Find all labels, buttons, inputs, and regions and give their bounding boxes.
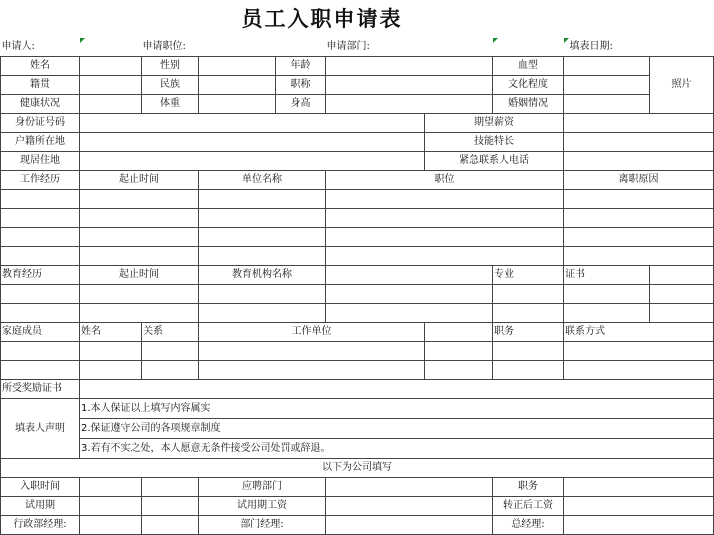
edu-cell[interactable] [650, 304, 714, 323]
education-label: 教育经历 [1, 266, 80, 285]
hire-dept-value[interactable] [326, 478, 493, 497]
work-cell[interactable] [326, 190, 564, 209]
edu-cell[interactable] [493, 285, 564, 304]
height-value[interactable] [326, 95, 493, 114]
name-value[interactable] [80, 57, 142, 76]
edu-cell[interactable] [564, 285, 650, 304]
duty-label: 职务 [493, 478, 564, 497]
hire-dept-label: 应聘部门 [199, 478, 326, 497]
regular-salary-value[interactable] [564, 497, 714, 516]
health-value[interactable] [80, 95, 142, 114]
family-row [1, 361, 714, 380]
dept-manager-value[interactable] [326, 516, 493, 535]
weight-value[interactable] [199, 95, 276, 114]
family-name-header: 姓名 [80, 323, 142, 342]
family-cell[interactable] [564, 361, 714, 380]
age-value[interactable] [326, 57, 493, 76]
education-level-label: 文化程度 [493, 76, 564, 95]
household-value[interactable] [80, 133, 425, 152]
edu-cell[interactable] [80, 304, 199, 323]
work-cell[interactable] [1, 247, 80, 266]
probation-value[interactable] [80, 497, 142, 516]
work-company-header: 单位名称 [199, 171, 326, 190]
family-relation-header: 关系 [142, 323, 199, 342]
work-cell[interactable] [564, 209, 714, 228]
origin-label: 籍贯 [1, 76, 80, 95]
hire-date-label: 入职时间 [1, 478, 80, 497]
edu-major-header: 专业 [493, 266, 564, 285]
work-cell[interactable] [199, 209, 326, 228]
family-cell[interactable] [425, 342, 493, 361]
edu-cell[interactable] [564, 304, 650, 323]
work-position-header: 职位 [326, 171, 564, 190]
age-label: 年龄 [276, 57, 326, 76]
work-cell[interactable] [199, 228, 326, 247]
work-cell[interactable] [1, 209, 80, 228]
education-row [1, 285, 714, 304]
edu-cell[interactable] [1, 285, 80, 304]
hire-date-extra[interactable] [142, 478, 199, 497]
probation-salary-value[interactable] [326, 497, 493, 516]
work-cell[interactable] [564, 190, 714, 209]
declaration-line-1: 1.本人保证以上填写内容属实 [80, 399, 714, 419]
family-row [1, 342, 714, 361]
weight-label: 体重 [142, 95, 199, 114]
edu-extra-header [650, 266, 714, 285]
expected-salary-label: 期望薪资 [425, 114, 564, 133]
declaration-line-2: 2.保证遵守公司的各项规章制度 [80, 419, 714, 439]
position-label: 申请职位: [142, 38, 326, 57]
name-label: 姓名 [1, 57, 80, 76]
admin-manager-value[interactable] [80, 516, 142, 535]
work-cell[interactable] [326, 247, 564, 266]
expected-salary-value[interactable] [564, 114, 714, 133]
family-duty-header: 职务 [493, 323, 564, 342]
work-start-header: 起止时间 [80, 171, 199, 190]
ethnicity-label: 民族 [142, 76, 199, 95]
education-row [1, 304, 714, 323]
blood-label: 血型 [493, 57, 564, 76]
marital-value[interactable] [564, 95, 650, 114]
family-cell[interactable] [142, 361, 199, 380]
residence-value[interactable] [80, 152, 425, 171]
emergency-label: 紧急联系人电话 [425, 152, 564, 171]
edu-cell[interactable] [326, 285, 493, 304]
work-cell[interactable] [564, 247, 714, 266]
work-cell[interactable] [80, 247, 199, 266]
work-cell[interactable] [1, 190, 80, 209]
blood-value[interactable] [564, 57, 650, 76]
marital-label: 婚姻情况 [493, 95, 564, 114]
emergency-value[interactable] [564, 152, 714, 171]
family-cell[interactable] [80, 342, 142, 361]
edu-institution-header: 教育机构名称 [199, 266, 326, 285]
declaration-line-3: 3.若有不实之处，本人愿意无条件接受公司处罚或辞退。 [80, 439, 714, 459]
edu-cell[interactable] [80, 285, 199, 304]
health-label: 健康状况 [1, 95, 80, 114]
applicant-value[interactable] [80, 38, 142, 57]
id-number-value[interactable] [80, 114, 425, 133]
skills-label: 技能特长 [425, 133, 564, 152]
regular-salary-label: 转正后工资 [493, 497, 564, 516]
admin-manager-label: 行政部经理: [1, 516, 80, 535]
date-label: 填表日期: [564, 38, 714, 57]
residence-label: 现居住地 [1, 152, 80, 171]
edu-cell[interactable] [199, 304, 326, 323]
work-cell[interactable] [199, 190, 326, 209]
work-label: 工作经历 [1, 171, 80, 190]
family-cell[interactable] [493, 342, 564, 361]
work-cell[interactable] [1, 228, 80, 247]
family-label: 家庭成员 [1, 323, 80, 342]
family-cell[interactable] [564, 342, 714, 361]
awards-label: 所受奖励证书 [1, 380, 80, 399]
family-cell[interactable] [425, 361, 493, 380]
job-title-value[interactable] [326, 76, 493, 95]
edu-cell[interactable] [199, 285, 326, 304]
admin-manager-extra[interactable] [142, 516, 199, 535]
family-blank-header [425, 323, 493, 342]
family-cell[interactable] [142, 342, 199, 361]
family-cell[interactable] [1, 342, 80, 361]
family-employer-header: 工作单位 [199, 323, 425, 342]
work-cell[interactable] [80, 190, 199, 209]
duty-value[interactable] [564, 478, 714, 497]
household-label: 户籍所在地 [1, 133, 80, 152]
dept-manager-label: 部门经理: [199, 516, 326, 535]
photo-box[interactable]: 照片 [650, 57, 714, 114]
edu-cell[interactable] [1, 304, 80, 323]
edu-cell[interactable] [326, 304, 493, 323]
work-cell[interactable] [326, 228, 564, 247]
general-manager-label: 总经理: [493, 516, 564, 535]
work-row [1, 247, 714, 266]
edu-cell[interactable] [493, 304, 564, 323]
family-contact-header: 联系方式 [564, 323, 714, 342]
probation-salary-label: 试用期工资 [199, 497, 326, 516]
ethnicity-value[interactable] [199, 76, 276, 95]
work-cell[interactable] [80, 228, 199, 247]
family-cell[interactable] [199, 361, 425, 380]
work-row [1, 228, 714, 247]
edu-start-header: 起止时间 [80, 266, 199, 285]
general-manager-value[interactable] [564, 516, 714, 535]
family-cell[interactable] [80, 361, 142, 380]
family-cell[interactable] [1, 361, 80, 380]
hire-date-value[interactable] [80, 478, 142, 497]
edu-blank-header [326, 266, 493, 285]
work-reason-header: 离职原因 [564, 171, 714, 190]
edu-cell[interactable] [650, 285, 714, 304]
department-label: 申请部门: [326, 38, 493, 57]
work-cell[interactable] [326, 209, 564, 228]
company-section-header: 以下为公司填写 [1, 459, 714, 478]
work-cell[interactable] [564, 228, 714, 247]
probation-extra[interactable] [142, 497, 199, 516]
work-cell[interactable] [199, 247, 326, 266]
family-cell[interactable] [199, 342, 425, 361]
probation-label: 试用期 [1, 497, 80, 516]
family-cell[interactable] [493, 361, 564, 380]
origin-value[interactable] [80, 76, 142, 95]
job-title-label: 职称 [276, 76, 326, 95]
form-title: 员工入职申请表 [241, 7, 403, 31]
height-label: 身高 [276, 95, 326, 114]
gender-label: 性别 [142, 57, 199, 76]
gender-value[interactable] [199, 57, 276, 76]
education-level-value[interactable] [564, 76, 650, 95]
applicant-label: 申请人: [1, 38, 80, 57]
work-cell[interactable] [80, 209, 199, 228]
declaration-label: 填表人声明 [1, 399, 80, 459]
application-form [0, 38, 714, 535]
skills-value[interactable] [564, 133, 714, 152]
id-number-label: 身份证号码 [1, 114, 80, 133]
work-row [1, 209, 714, 228]
edu-certificate-header: 证书 [564, 266, 650, 285]
work-row [1, 190, 714, 209]
department-value[interactable] [493, 38, 564, 57]
awards-value[interactable] [80, 380, 714, 399]
